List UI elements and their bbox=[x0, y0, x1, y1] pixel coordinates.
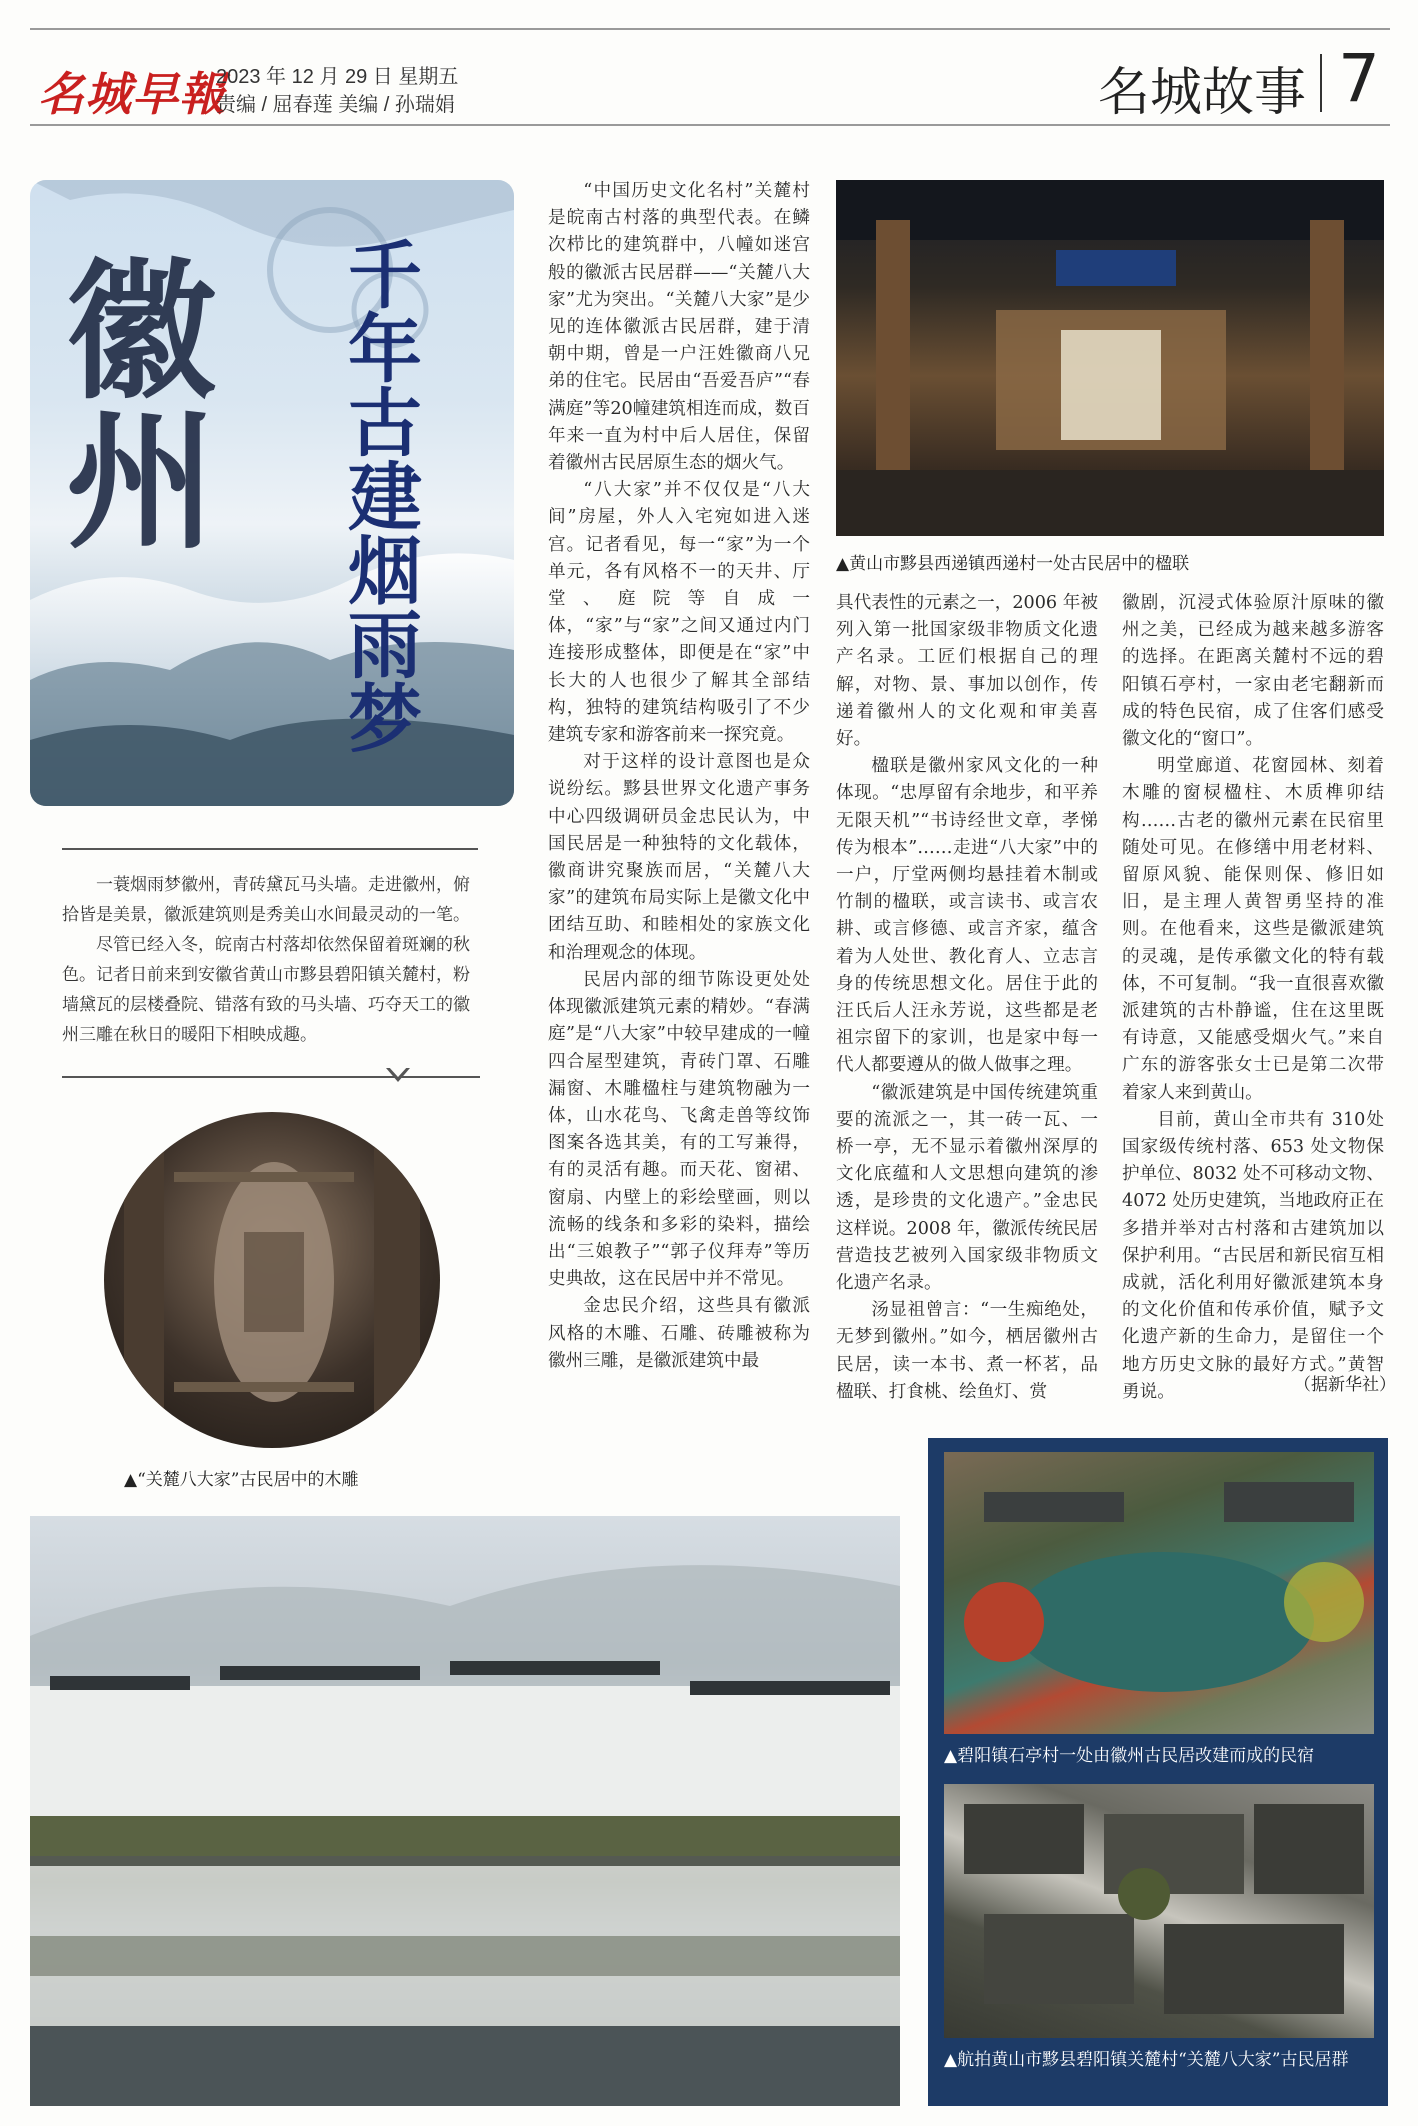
homestay-photo bbox=[944, 1452, 1374, 1734]
issue-date: 2023 年 12 月 29 日 星期五 bbox=[216, 66, 459, 88]
carving-shape bbox=[124, 1152, 164, 1412]
woodcarving-artwork bbox=[104, 1112, 440, 1448]
maple-shape bbox=[964, 1582, 1044, 1662]
roof-shape bbox=[1224, 1482, 1354, 1522]
tree-shape bbox=[1118, 1868, 1170, 1920]
newspaper-logo: 名城早報 bbox=[38, 67, 226, 121]
speech-notch-inner bbox=[388, 1066, 408, 1077]
roof-shape bbox=[1254, 1804, 1364, 1894]
tree-shape bbox=[1284, 1562, 1364, 1642]
photo-shape bbox=[836, 180, 1384, 240]
roof-shape bbox=[964, 1804, 1084, 1874]
intro-paragraph: 尽管已经入冬，皖南古村落却依然保留着斑斓的秋色。记者日前来到安徽省黄山市黟县碧阳镇关麓村，粉墙黛瓦的层楼叠院、错落有致的马头墙、巧夺天工的徽州三雕在秋日的暖阳下相映成趣。 bbox=[62, 935, 470, 1045]
article-paragraph: 徽剧，沉浸式体验原汁原味的徽州之美，已经成为越来越多游客的选择。在距离关麓村不远的碧阳镇石亭村，一家由老宅翻新而成的特色民宿，成了住客们感受徽文化的“窗口”。 bbox=[1122, 593, 1384, 750]
intro-box bbox=[62, 870, 480, 1050]
page-number: 7 bbox=[1338, 40, 1380, 117]
article-paragraph: 明堂廊道、花窗园林、刻着木雕的窗棂楹柱、木质榫卯结构……古老的徽州元素在民宿里随处可见。在修缮中用老材料、留原风貌、能保则保、修旧如旧，是主理人黄智勇坚持的准则。在他看来，这些是徽派建筑的灵魂，是传承徽文化的特有载体，不可复制。“我一直很喜欢徽派建筑的古朴静谧，住在这里既有诗意，又能感受烟火气。”来自广东的游客张女士已是第二次带着家人来到黄山。 bbox=[1122, 756, 1384, 1103]
title-main: 徽州 bbox=[40, 252, 216, 552]
village-artwork bbox=[30, 1516, 900, 2106]
article-paragraph: 对于这样的设计意图也是众说纷纭。黟县世界文化遗产事务中心四级调研员金忠民认为，中国民居是一种独特的文化载体，徽商讲究聚族而居，“关麓八大家”的建筑布局实际上是徽文化中团结互助、和睦相处的家族文化和治理观念的体现。 bbox=[548, 752, 810, 963]
aerial-artwork bbox=[944, 1784, 1374, 2038]
roof-shape bbox=[690, 1681, 890, 1695]
couplet-hall-photo bbox=[836, 180, 1384, 536]
hall-artwork bbox=[836, 180, 1384, 536]
woodcarving-photo bbox=[104, 1112, 440, 1448]
header-top-rule bbox=[30, 28, 1390, 30]
section-title: 名城故事 bbox=[1098, 63, 1307, 123]
village-reflection-photo bbox=[30, 1516, 900, 2106]
homestay-artwork bbox=[944, 1452, 1374, 1734]
article-column-3 bbox=[1122, 590, 1384, 1406]
article-paragraph: “八大家”并不仅仅是“八大间”房屋，外人入宅宛如进入迷宫。记者看见，每一“家”为一个单元，各有风格不一的天井、厅堂、庭院等自成一体，“家”与“家”之间又通过内门连接形成整体，即便是在“家”中长大的人也很少了解其全部结构，独特的建筑结构吸引了不少建筑专家和游客前来一探究竟。 bbox=[548, 480, 810, 746]
pond-shape bbox=[1014, 1552, 1314, 1692]
top-photo-caption: ▲黄山市黟县西递镇西递村一处古民居中的楹联 bbox=[836, 554, 1190, 574]
source-credit: （据新华社） bbox=[1294, 1375, 1396, 1395]
article-paragraph: 楹联是徽州家风文化的一种体现。“忠厚留有余地步，和平养无限天机”“书诗经世文章，孝悌传为根本”……走进“八大家”中的一户，厅堂两侧均悬挂着木制或竹制的楹联，或言读书、或言农耕、或言修德、或言齐家，蕴含着为人处世、教化育人、立志言身的传统思想文化。居住于此的汪氏后人汪永芳说，这些都是老祖宗留下的家训，也是家中每一代人都要遵从的做人做事之理。 bbox=[836, 756, 1098, 1076]
article-column-2 bbox=[836, 590, 1098, 1406]
photo-shape bbox=[1061, 330, 1161, 440]
roof-shape bbox=[220, 1666, 420, 1680]
article-paragraph: “徽派建筑是中国传统建筑重要的流派之一，其一砖一瓦、一桥一亭，无不显示着徽州深厚的文化底蕴和人文思想向建筑的渗透，是珍贵的文化遗产。”金忠民这样说。2008 年，徽派传统民居营造技艺被列入国家级非物质文化遗产名录。 bbox=[836, 1082, 1098, 1294]
carving-shape bbox=[244, 1232, 304, 1332]
photo-shape bbox=[836, 470, 1384, 536]
carving-shape bbox=[174, 1382, 354, 1392]
intro-paragraph: 一蓑烟雨梦徽州，青砖黛瓦马头墙。走进徽州，俯拾皆是美景，徽派建筑则是秀美山水间最灵动的一笔。 bbox=[62, 875, 470, 925]
reflection-trees bbox=[30, 1936, 900, 1976]
article-paragraph: 具代表性的元素之一，2006 年被列入第一批国家级非物质文化遗产名录。工匠们根据自己的理解，对物、景、事加以创作，传递着徽州人的文化观和审美喜好。 bbox=[836, 593, 1098, 750]
title-sub: 千年古建烟雨梦 bbox=[336, 236, 422, 754]
roof-shape bbox=[984, 1914, 1134, 2004]
article-paragraph: 民居内部的细节陈设更处处体现徽派建筑元素的精妙。“春满庭”是“八大家”中较早建成的一幢四合屋型建筑，青砖门罩、石雕漏窗、木雕楹柱与建筑物融为一体，山水花鸟、飞禽走兽等纹饰图案各选其美，有的工写兼得，有的灵活有趣。而天花、窗裙、窗扇、内壁上的彩绘壁画，则以流畅的线条和多彩的染料，描绘出“三娘教子”“郭子仪拜寿”等历史典故，这在民居中并不常见。 bbox=[548, 969, 810, 1290]
tree-band bbox=[30, 1816, 900, 1856]
roof-shape bbox=[50, 1676, 190, 1690]
article-column-1 bbox=[548, 178, 810, 1375]
article-paragraph: 汤显祖曾言：“一生痴绝处，无梦到徽州。”如今，栖居徽州古民居，读一本书、煮一杯茗，品楹联、打食桃、绘鱼灯、赏 bbox=[836, 1300, 1098, 1402]
intro-bottom-rule bbox=[62, 1076, 480, 1078]
shore-band bbox=[30, 1856, 900, 1866]
article-paragraph: “中国历史文化名村”关麓村是皖南古村落的典型代表。在鳞次栉比的建筑群中，八幢如迷宫般的徽派古民居群——“关麓八大家”尤为突出。“关麓八大家”是少见的连体徽派古民居群，建于清朝中期，曾是一户汪姓徽商八兄弟的住宅。民居由“吾爱吾庐”“春满庭”等20幢建筑相连而成，数百年来一直为村中后人居住，保留着徽州古民居原生态的烟火气。 bbox=[548, 181, 810, 474]
editors-line: 责编 / 屈春莲 美编 / 孙瑞娟 bbox=[216, 94, 455, 116]
water-band bbox=[30, 2026, 900, 2106]
aerial-village-photo bbox=[944, 1784, 1374, 2038]
right-photo1-caption: ▲碧阳镇石亭村一处由徽州古民居改建而成的民宿 bbox=[944, 1746, 1315, 1766]
roof-shape bbox=[984, 1492, 1124, 1522]
photo-shape bbox=[1056, 250, 1176, 286]
circle-photo-caption: ▲“关麓八大家”古民居中的木雕 bbox=[124, 1470, 359, 1490]
pattern-shape bbox=[30, 180, 514, 247]
mountain-shape bbox=[30, 719, 514, 806]
article-paragraph: 金忠民介绍，这些具有徽派风格的木雕、石雕、砖雕被称为徽州三雕，是徽派建筑中最 bbox=[548, 1296, 810, 1371]
section-divider bbox=[1320, 54, 1322, 112]
carving-shape bbox=[174, 1172, 354, 1182]
roof-shape bbox=[450, 1661, 660, 1675]
roof-shape bbox=[1164, 1924, 1344, 2014]
right-photo2-caption: ▲航拍黄山市黟县碧阳镇关麓村“关麓八大家”古民居群 bbox=[944, 2050, 1349, 2070]
header-bottom-rule bbox=[30, 124, 1390, 126]
article-paragraph: 目前，黄山全市共有 310处国家级传统村落、653 处文物保护单位、8032 处不可移动文物、4072 处历史建筑，当地政府正在多措并举对古村落和古建筑加以保护利用。“古民居和新民宿互相成就，活化利用好徽派建筑本身的文化价值和传承价值，赋予文化遗产新的生命力，是留住一个地方历史文脉的最好方式。”黄智勇说。 bbox=[1122, 1109, 1384, 1402]
intro-top-rule bbox=[62, 848, 478, 850]
carving-shape bbox=[374, 1142, 420, 1412]
